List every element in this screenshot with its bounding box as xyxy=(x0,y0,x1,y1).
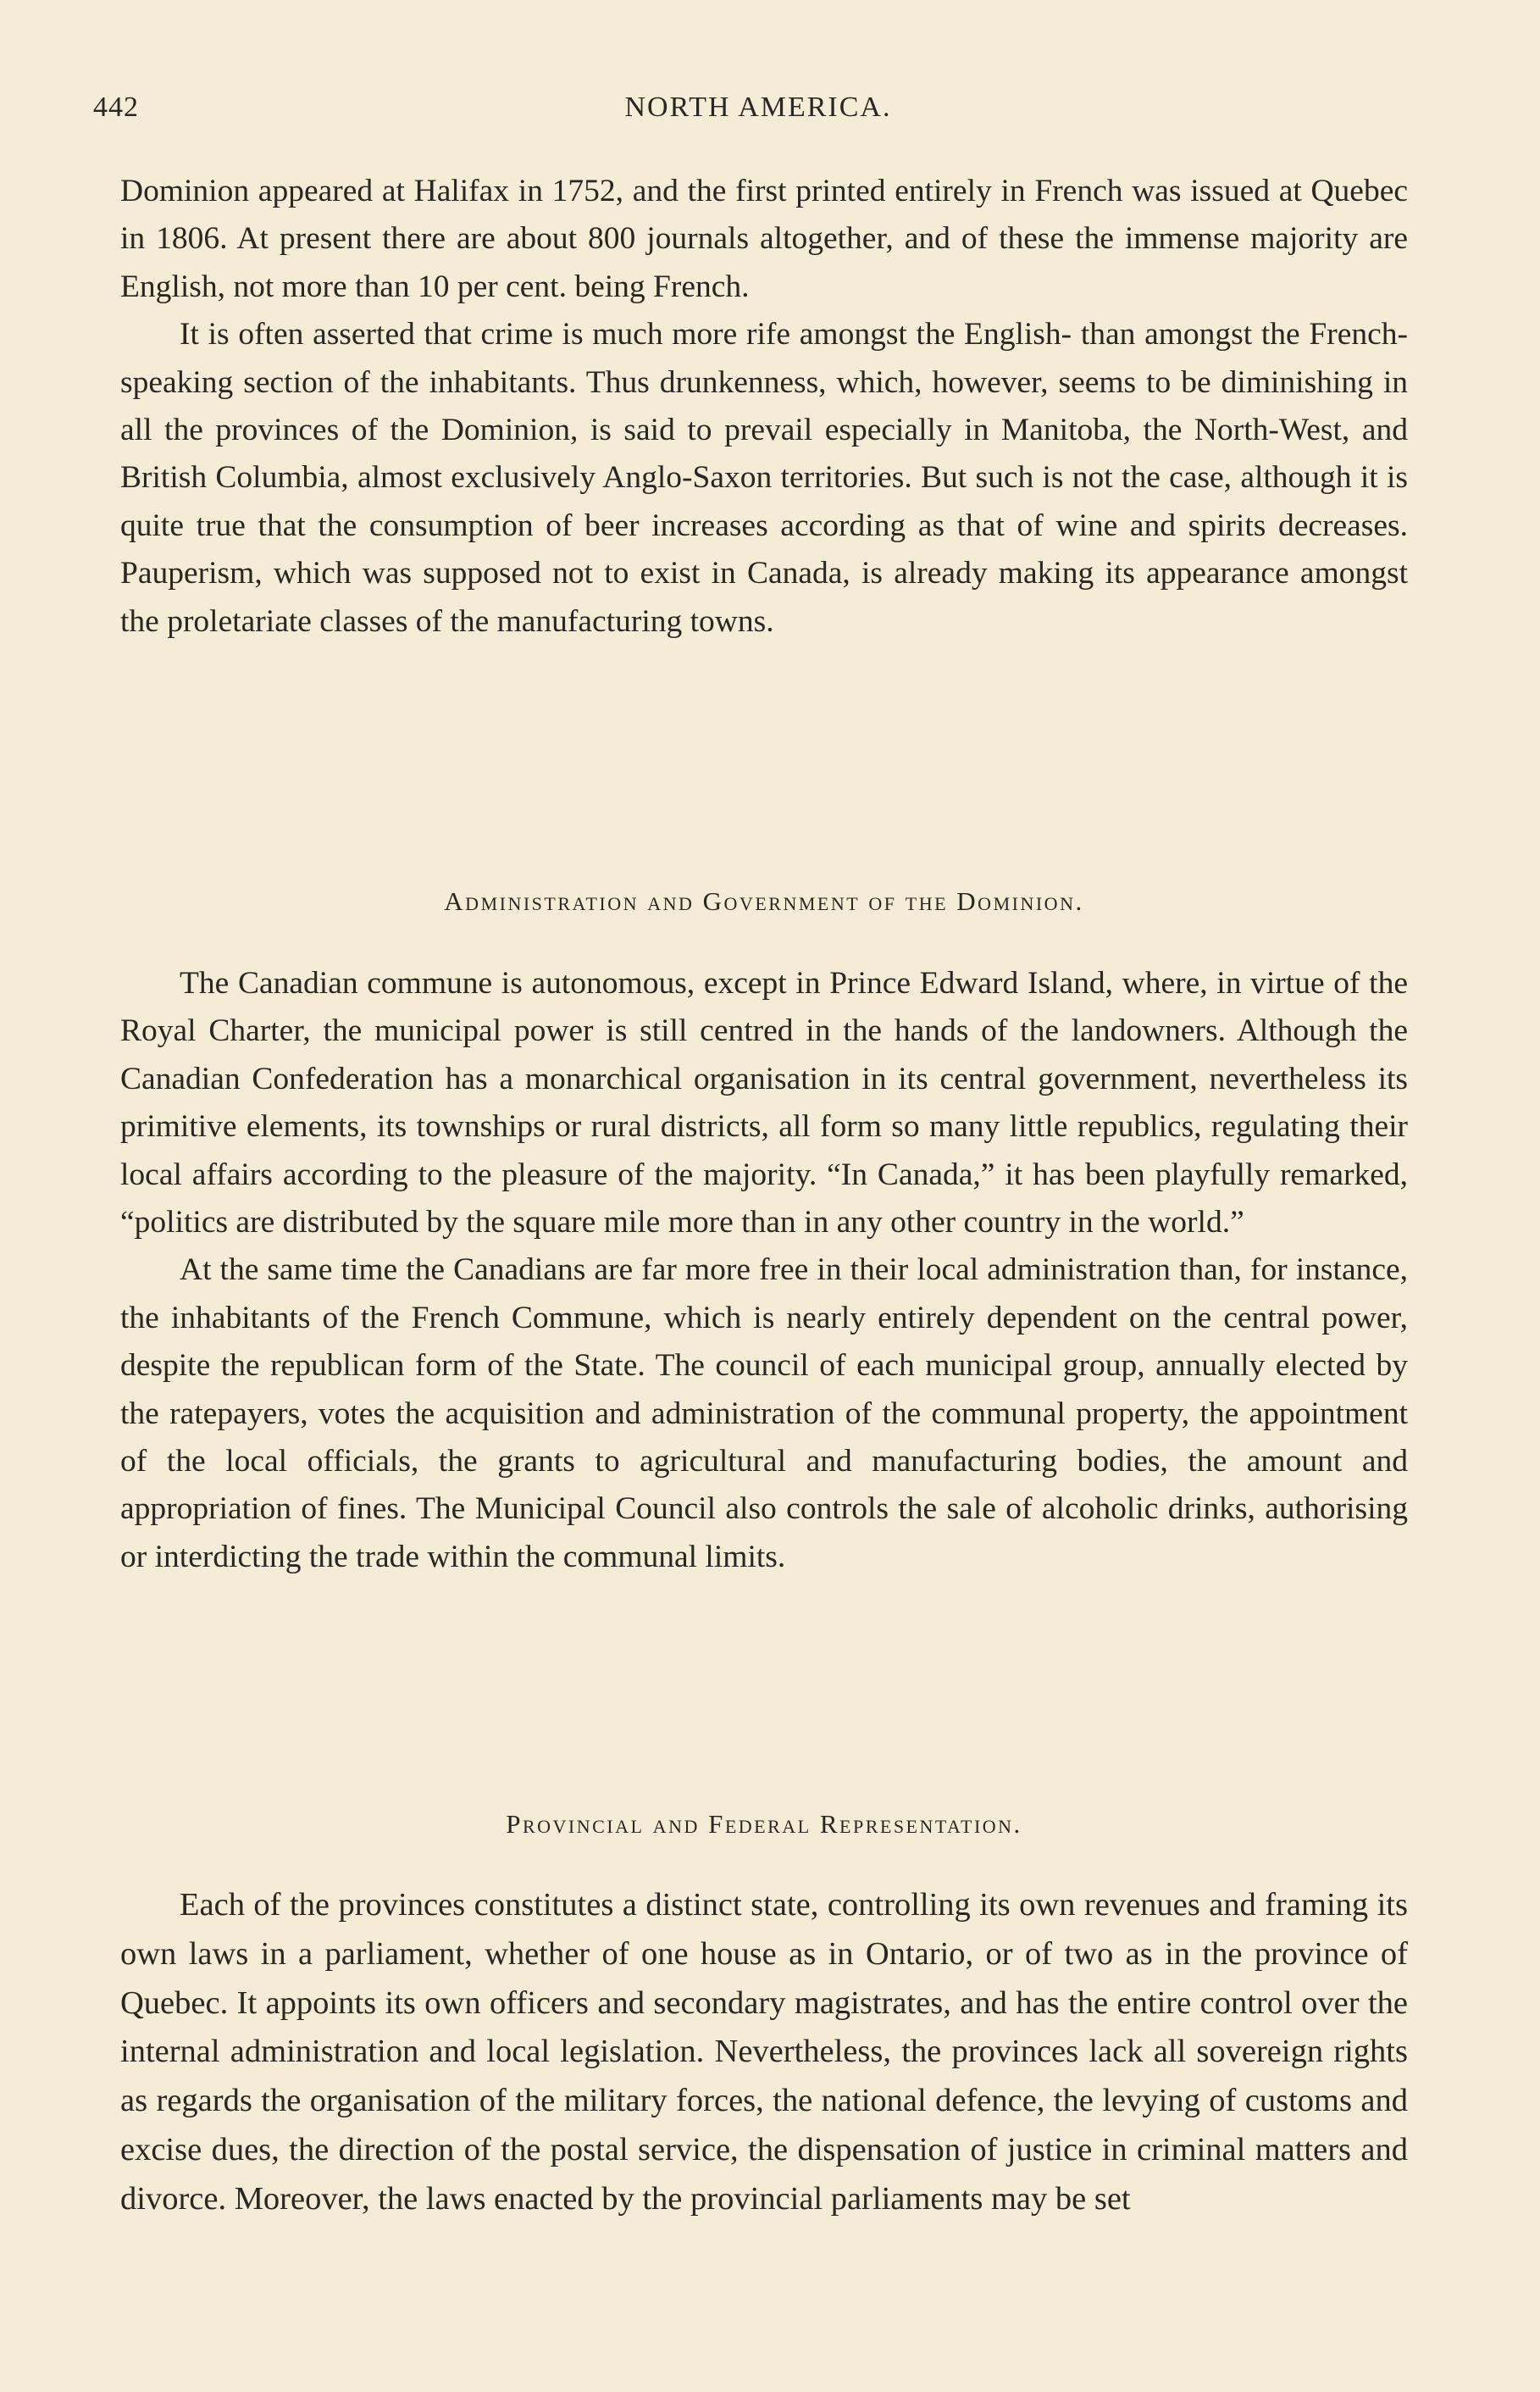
running-header xyxy=(93,92,1423,134)
page-number: 442 xyxy=(93,92,139,123)
paragraph-provinces: Each of the provinces constitutes a distinct state, controlling its own revenues and framing its own laws in a parliament, whether of one house as in Ontario, or of two as in the province of Quebec. It appoints its own officers and secondary magistrates, and has the entire control over the internal administration and local legislation. Nevertheless, the provinces lack all sovereign rights as regards the organisation of the military forces, the national defence, the levying of customs and excise dues, the direction of the postal service, the dispensation of justice in criminal matters and divorce. Moreover, the laws enacted by the provincial parliaments may be set xyxy=(120,1887,1408,2217)
administration-text xyxy=(120,960,1408,1581)
paragraph-crime: It is often asserted that crime is much more rife amongst the English- than amongst the French-speaking section of the inhabitants. Thus drunkenness, which, however, seems to be diminishing in all the provinces of the Dominion, is said to prevail especially in Manitoba, the North-West, and British Columbia, almost exclusively Anglo-Saxon territories. But such is not the case, although it is quite true that the consumption of beer increases according as that of wine and spirits decreases. Pauperism, which was supposed not to exist in Canada, is already making its appearance amongst the proletariate classes of the manufacturing towns. xyxy=(120,317,1408,639)
running-title: NORTH AMERICA. xyxy=(624,92,892,123)
paragraph-continuation: Dominion appeared at Halifax in 1752, and the first printed entirely in French was issued at Quebec in 1806. At present there are about 800 journals altogether, and of these the immense majority are English, not more than 10 per cent. being French. xyxy=(120,174,1408,304)
section-heading-administration: Administration and Government of the Dominion. xyxy=(444,886,1084,916)
opening-text xyxy=(120,168,1408,646)
section-heading-representation: Provincial and Federal Representation. xyxy=(506,1809,1022,1839)
representation-text xyxy=(120,1881,1408,2224)
paragraph-local-administration: At the same time the Canadians are far more free in their local administration than, for instance, the inhabitants of the French Commune, which is nearly entirely dependent on the central power, despite the republican form of the State. The council of each municipal group, annually elected by the ratepayers, votes the acquisition and administration of the communal property, the appointment of the local officials, the grants to agricultural and manufacturing bodies, the amount and appropriation of fines. The Municipal Council also controls the sale of alcoholic drinks, authorising or interdicting the trade within the communal limits. xyxy=(120,1252,1408,1574)
paragraph-commune: The Canadian commune is autonomous, except in Prince Edward Island, where, in virtue of the Royal Charter, the municipal power is still centred in the hands of the landowners. Although the Canadian Confederation has a monarchical organisation in its central government, nevertheless its primitive elements, its townships or rural districts, all form so many little republics, regulating their local affairs according to the pleasure of the majority. “In Canada,” it has been playfully remarked, “politics are distributed by the square mile more than in any other country in the world.” xyxy=(120,966,1408,1240)
